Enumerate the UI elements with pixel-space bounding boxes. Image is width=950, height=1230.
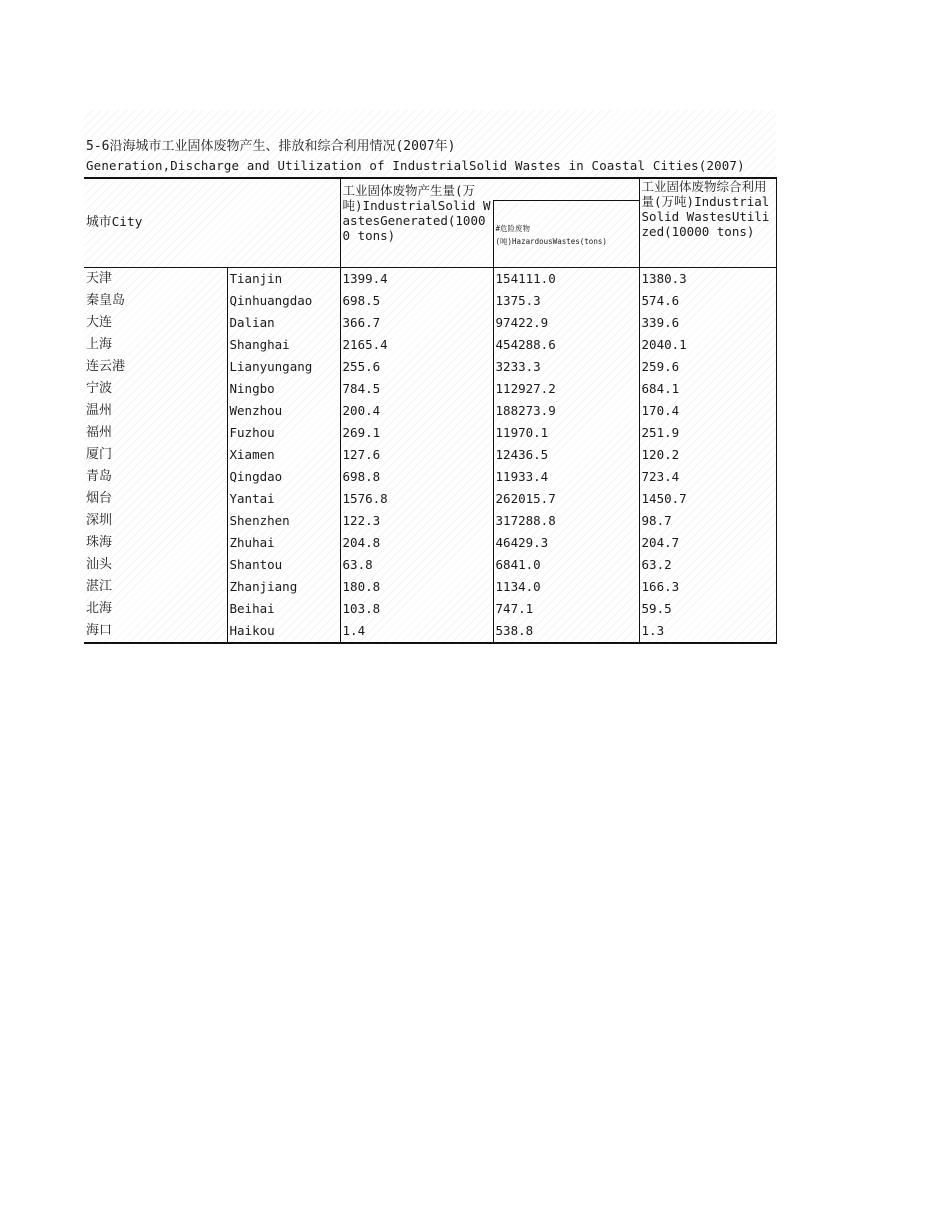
city-name-cn: 青岛 <box>86 469 113 484</box>
hazardous-value: 112927.2 <box>493 378 639 400</box>
table-row <box>84 312 776 334</box>
generated-value: 1399.4 <box>340 268 493 291</box>
utilized-value: 120.2 <box>639 444 776 466</box>
utilized-value: 251.9 <box>639 422 776 444</box>
generated-value: 255.6 <box>340 356 493 378</box>
utilized-value: 98.7 <box>639 510 776 532</box>
city-name-cn: 大连 <box>86 315 113 330</box>
hazardous-value: 454288.6 <box>493 334 639 356</box>
hazardous-value: 46429.3 <box>493 532 639 554</box>
city-name-cn: 烟台 <box>86 491 113 506</box>
utilized-value: 723.4 <box>639 466 776 488</box>
utilized-value: 170.4 <box>639 400 776 422</box>
generated-value: 698.5 <box>340 290 493 312</box>
header-hazardous <box>493 201 639 268</box>
city-name-cn: 宁波 <box>86 381 113 396</box>
city-name-cn: 秦皇岛 <box>86 293 126 308</box>
table-row <box>84 268 776 291</box>
utilized-value: 259.6 <box>639 356 776 378</box>
generated-value: 204.8 <box>340 532 493 554</box>
table-title-english: Generation,Discharge and Utilization of IndustrialSolid Wastes in Coastal Cities(2007) <box>86 158 745 173</box>
utilized-value: 63.2 <box>639 554 776 576</box>
hazardous-value: 97422.9 <box>493 312 639 334</box>
table-row <box>84 554 776 576</box>
generated-value: 269.1 <box>340 422 493 444</box>
city-name-cn: 连云港 <box>86 359 126 374</box>
generated-value: 63.8 <box>340 554 493 576</box>
generated-value: 103.8 <box>340 598 493 620</box>
table-row <box>84 444 776 466</box>
utilized-value: 166.3 <box>639 576 776 598</box>
utilized-value: 684.1 <box>639 378 776 400</box>
hazardous-value: 1134.0 <box>493 576 639 598</box>
header-city: 城市City <box>84 178 340 268</box>
city-name-en: Zhanjiang <box>227 576 340 598</box>
city-name-en: Shantou <box>227 554 340 576</box>
city-name-cn: 福州 <box>86 425 113 440</box>
header-hazardous-en: (吨)HazardousWastes(tons) <box>495 237 607 246</box>
table-row <box>84 466 776 488</box>
table-body <box>84 268 776 644</box>
utilized-value: 204.7 <box>639 532 776 554</box>
generated-value: 122.3 <box>340 510 493 532</box>
city-name-en: Fuzhou <box>227 422 340 444</box>
city-name-en: Shanghai <box>227 334 340 356</box>
table-title-chinese: 5-6沿海城市工业固体废物产生、排放和综合利用情况(2007年) <box>86 139 456 154</box>
header-hazardous-cn: #危险废物 <box>495 224 531 233</box>
hazardous-value: 188273.9 <box>493 400 639 422</box>
utilized-value: 1.3 <box>639 620 776 643</box>
table-row <box>84 488 776 510</box>
city-name-en: Dalian <box>227 312 340 334</box>
table-row <box>84 400 776 422</box>
city-name-cn: 珠海 <box>86 535 113 550</box>
hazardous-value: 1375.3 <box>493 290 639 312</box>
hazardous-value: 747.1 <box>493 598 639 620</box>
city-name-cn: 海口 <box>86 623 113 638</box>
utilized-value: 2040.1 <box>639 334 776 356</box>
city-name-en: Beihai <box>227 598 340 620</box>
city-name-en: Haikou <box>227 620 340 643</box>
hazardous-value: 262015.7 <box>493 488 639 510</box>
utilized-value: 574.6 <box>639 290 776 312</box>
hazardous-value: 317288.8 <box>493 510 639 532</box>
generated-value: 2165.4 <box>340 334 493 356</box>
city-name-cn: 湛江 <box>86 579 113 594</box>
city-name-en: Wenzhou <box>227 400 340 422</box>
generated-value: 698.8 <box>340 466 493 488</box>
city-name-en: Shenzhen <box>227 510 340 532</box>
hazardous-value: 6841.0 <box>493 554 639 576</box>
waste-data-table <box>84 177 777 644</box>
hazardous-value: 154111.0 <box>493 268 639 291</box>
generated-value: 1.4 <box>340 620 493 643</box>
city-name-en: Qingdao <box>227 466 340 488</box>
city-name-cn: 天津 <box>86 271 113 286</box>
header-utilized: 工业固体废物综合利用量(万吨)IndustrialSolid WastesUtilized(10000 tons) <box>639 178 776 268</box>
city-name-en: Yantai <box>227 488 340 510</box>
utilized-value: 1380.3 <box>639 268 776 291</box>
city-name-en: Tianjin <box>227 268 340 291</box>
spreadsheet-sheet <box>84 110 776 643</box>
hazardous-value: 3233.3 <box>493 356 639 378</box>
utilized-value: 1450.7 <box>639 488 776 510</box>
city-name-en: Ningbo <box>227 378 340 400</box>
city-name-en: Qinhuangdao <box>227 290 340 312</box>
utilized-value: 59.5 <box>639 598 776 620</box>
city-name-cn: 温州 <box>86 403 113 418</box>
hazardous-value: 11970.1 <box>493 422 639 444</box>
table-row <box>84 510 776 532</box>
city-name-cn: 北海 <box>86 601 113 616</box>
hazardous-value: 12436.5 <box>493 444 639 466</box>
table-row <box>84 620 776 643</box>
city-name-cn: 深圳 <box>86 513 113 528</box>
generated-value: 127.6 <box>340 444 493 466</box>
table-row <box>84 334 776 356</box>
city-name-cn: 上海 <box>86 337 113 352</box>
header-blank-cell <box>493 178 639 201</box>
table-row <box>84 576 776 598</box>
city-name-cn: 厦门 <box>86 447 113 462</box>
hazardous-value: 11933.4 <box>493 466 639 488</box>
generated-value: 784.5 <box>340 378 493 400</box>
table-row <box>84 598 776 620</box>
header-generated: 工业固体废物产生量(万吨)IndustrialSolid WastesGenerated(10000 tons) <box>340 178 493 268</box>
city-name-cn: 汕头 <box>86 557 113 572</box>
generated-value: 1576.8 <box>340 488 493 510</box>
city-name-en: Zhuhai <box>227 532 340 554</box>
utilized-value: 339.6 <box>639 312 776 334</box>
hazardous-value: 538.8 <box>493 620 639 643</box>
generated-value: 366.7 <box>340 312 493 334</box>
city-name-en: Xiamen <box>227 444 340 466</box>
generated-value: 200.4 <box>340 400 493 422</box>
table-row <box>84 356 776 378</box>
table-row <box>84 290 776 312</box>
city-name-en: Lianyungang <box>227 356 340 378</box>
table-row <box>84 532 776 554</box>
table-row <box>84 422 776 444</box>
table-row <box>84 378 776 400</box>
generated-value: 180.8 <box>340 576 493 598</box>
